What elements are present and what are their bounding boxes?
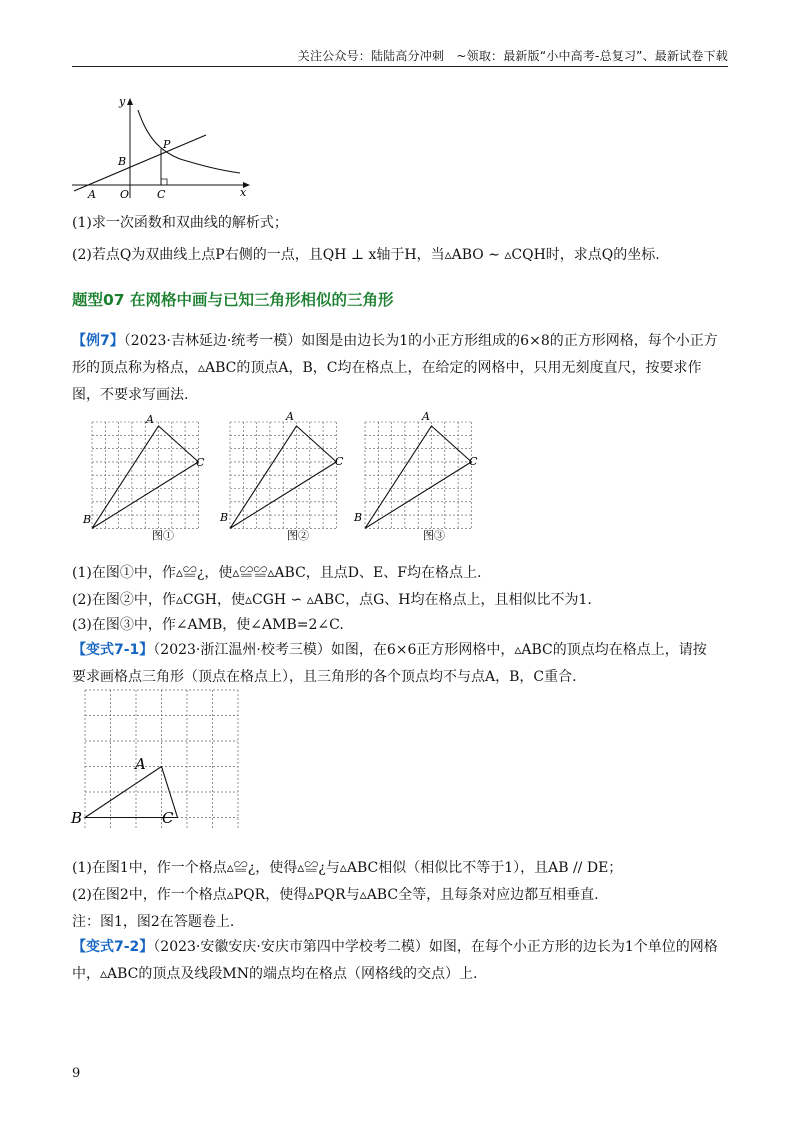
variant-7-2-text-1: （2023·安徽安庆·安庆市第四中学校考二模）如图，在每个小正方形的边长为1个单位的网格	[153, 939, 718, 955]
variant-7-1-answer-1: (1)在图1中，作一个格点▵≌¿，使得▵≌¿与▵ABC相似（相似比不等于1），且AB // DE；	[72, 860, 623, 876]
right-angle-mark	[161, 179, 167, 185]
v71-label-A: A	[135, 755, 146, 773]
y-axis-arrow-icon	[127, 98, 133, 105]
question-2: (2)若点Q为双曲线上点P右侧的一点，且QH ⊥ x轴于H，当▵ABO ∼ ▵CQH时，求点Q的坐标.	[72, 247, 660, 263]
fig2-label-B: B	[220, 511, 229, 524]
fig2-label-C: C	[335, 455, 344, 468]
v71-label-C: C	[162, 809, 174, 827]
triangle-abc	[365, 426, 471, 528]
caption-figure-1: 图①	[152, 529, 174, 542]
fig3-label-A: A	[422, 410, 430, 423]
label-A: A	[88, 188, 96, 201]
label-B: B	[118, 155, 127, 168]
variant-7-1-line-1	[72, 640, 728, 660]
grid-figure-3	[365, 422, 471, 528]
fig3-label-C: C	[469, 455, 478, 468]
variant-7-1-line-2: 要求画格点三角形（顶点在格点上），且三角形的各个顶点均不与点A，B，C重合.	[72, 669, 577, 685]
triangle-abc	[92, 426, 198, 528]
triangle-abc	[230, 426, 336, 528]
example-7-line-3: 图，不要求写画法.	[72, 387, 189, 403]
fig1-label-A: A	[146, 413, 154, 426]
label-P: P	[163, 138, 171, 151]
variant-7-1-text-1: （2023·浙江温州·校考三模）如图，在6×6正方形网格中，▵ABC的顶点均在格点上，请按	[153, 642, 707, 658]
fig3-label-B: B	[354, 511, 363, 524]
example-7-line-1	[72, 331, 728, 351]
example-7-answer-3: (3)在图③中，作∠AMB，使∠AMB=2∠C.	[72, 617, 344, 633]
fig1-label-B: B	[83, 513, 92, 526]
example-7-answer-2: (2)在图②中，作▵CGH，使▵CGH ∽ ▵ABC，点G、H均在格点上，且相似比不为1.	[72, 592, 592, 608]
example-7-tag: 【例7】	[72, 333, 124, 349]
label-C: C	[157, 188, 166, 201]
linear-function-line	[74, 135, 206, 191]
fig2-label-A: A	[286, 410, 294, 423]
variant-7-2-line-2: 中，▵ABC的顶点及线段MN的端点均在格点（网格线的交点）上.	[72, 966, 478, 982]
section-heading: 题型07 在网格中画与已知三角形相似的三角形	[72, 291, 394, 309]
example-7-line-2: 形的顶点称为格点，▵ABC的顶点A，B，C均在格点上，在给定的网格中，只用无刻度直尺，按要求作	[72, 360, 702, 376]
variant-7-1-tag: 【变式7-1】	[72, 642, 154, 658]
grid-figure-1	[92, 422, 198, 528]
variant-7-1-note: 注：图1，图2在答题卷上.	[72, 914, 235, 930]
grid-figure-2	[230, 422, 336, 528]
v71-label-B: B	[71, 809, 83, 827]
label-x: x	[240, 186, 247, 199]
function-graph-figure	[68, 92, 258, 202]
question-1: (1)求一次函数和双曲线的解析式；	[72, 215, 288, 231]
hyperbola-curve	[138, 110, 240, 173]
page-header: 关注公众号：陆陆高分冲刺 ~领取：最新版“小中高考-总复习”、最新试卷下载	[297, 49, 728, 63]
fig1-label-C: C	[196, 456, 205, 469]
caption-figure-3: 图③	[423, 529, 445, 542]
variant-7-2-line-1	[72, 937, 728, 957]
label-y: y	[119, 95, 126, 108]
caption-figure-2: 图②	[287, 529, 309, 542]
variant-7-1-figure	[70, 688, 245, 828]
example-7-text-1: （2023·吉林延边·统考一模）如图是由边长为1的小正方形组成的6×8的正方形网格，每个小正方	[123, 333, 718, 349]
variant-7-1-answer-2: (2)在图2中，作一个格点▵PQR，使得▵PQR与▵ABC全等，且每条对应边都互相垂直.	[72, 887, 599, 903]
header-rule	[72, 66, 728, 67]
label-O: O	[120, 188, 130, 201]
variant-7-2-tag: 【变式7-2】	[72, 939, 154, 955]
page-number: 9	[72, 1066, 81, 1081]
example-7-figures	[82, 410, 502, 546]
example-7-answer-1: (1)在图①中，作▵≌¿，使▵≌≌▵ABC，且点D、E、F均在格点上.	[72, 565, 482, 581]
